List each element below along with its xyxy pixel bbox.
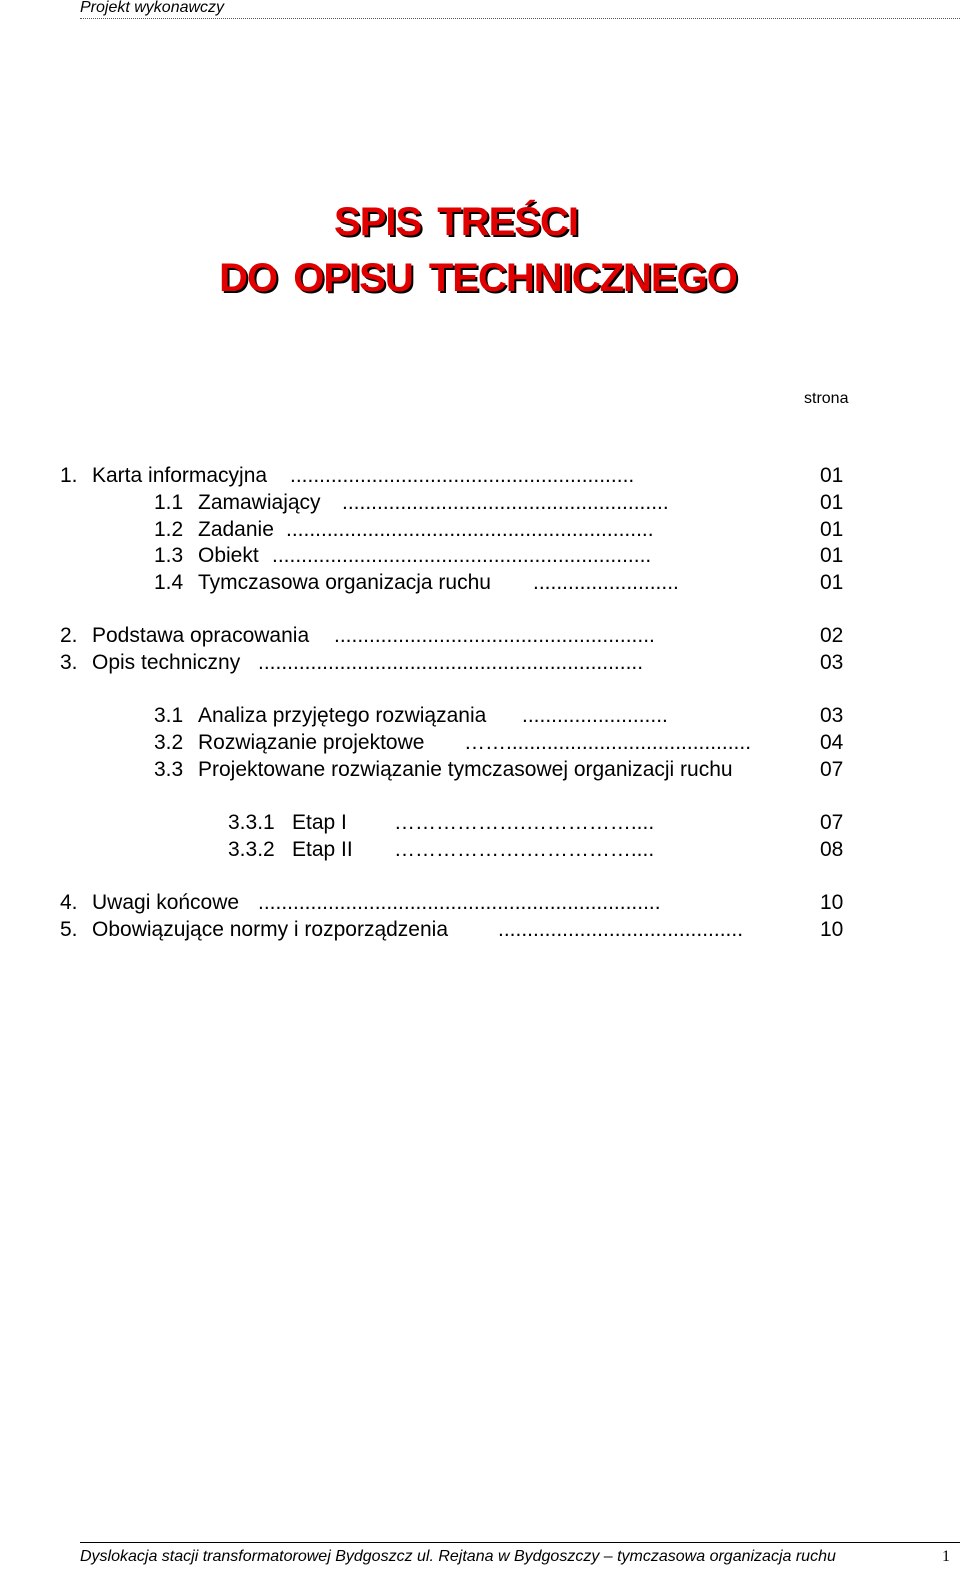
running-header: Projekt wykonawczy [80,0,960,19]
toc-label: Obiekt [198,544,259,567]
toc-number: 1.3 [154,544,184,567]
toc-leader-dots: ....................................................... [334,624,655,647]
toc-leader-dots: ................................................................. [272,544,652,567]
toc-number: 1.2 [154,518,184,541]
toc-entry-1-2 [0,517,960,544]
toc-entry-1-4 [0,570,960,597]
toc-number: 5. [60,918,78,941]
toc-leader-dots: ........................................................... [290,464,635,487]
toc-entry-3 [0,650,960,677]
title-line-2: DO OPISU TECHNICZNEGO [219,256,737,300]
footer-title: Dyslokacja stacji transformatorowej Bydgoszcz ul. Rejtana w Bydgoszczy – tymczasowa organizacja ruchu [80,1548,836,1565]
toc-leader-dots: ............................................................... [286,518,654,541]
toc-label: Zamawiający [198,491,321,514]
toc-label: Zadanie [198,518,274,541]
toc-entry-3-3-2 [0,837,960,864]
toc-label: Karta informacyjna [92,464,268,487]
toc-leader-dots: ……………….…………….... [394,838,655,861]
toc-page-number: 10 [820,918,844,941]
toc-entry-3-3 [0,757,960,784]
toc-page-number: 02 [820,624,844,647]
toc-label: Podstawa opracowania [92,624,310,647]
page-column-header: strona [804,390,849,407]
toc-page-number: 01 [820,518,844,541]
toc-label: Rozwiązanie projektowe [198,731,425,754]
toc-label: Projektowane rozwiązanie tymczasowej organizacji ruchu [198,758,733,781]
toc-number: 3.3.2 [228,838,275,861]
toc-label: Analiza przyjętego rozwiązania [198,704,487,727]
toc-leader-dots: ......................... [533,571,679,594]
toc-page-number: 01 [820,464,844,487]
toc-page-number: 03 [820,704,844,727]
toc-number: 3. [60,651,78,674]
toc-leader-dots: ……………….…………….... [394,811,655,834]
toc-leader-dots: .................................................................. [258,651,644,674]
toc-entry-3-2 [0,730,960,757]
title-line-1: SPIS TREŚCI [334,200,578,244]
toc-page-number: 01 [820,571,844,594]
toc-leader-dots: ........................................................ [342,491,669,514]
toc-number: 3.2 [154,731,184,754]
toc-number: 3.3 [154,758,184,781]
toc-entry-5 [0,917,960,944]
toc-entry-4 [0,890,960,917]
toc-page-number: 01 [820,491,844,514]
toc-page-number: 08 [820,838,844,861]
toc-number: 1. [60,464,78,487]
toc-label: Tymczasowa organizacja ruchu [198,571,491,594]
toc-page-number: 03 [820,651,844,674]
running-footer [80,1542,960,1566]
toc-label: Opis techniczny [92,651,241,674]
toc-page-number: 04 [820,731,844,754]
toc-number: 1.4 [154,571,184,594]
toc-number: 3.3.1 [228,811,275,834]
toc-label: Uwagi końcowe [92,891,240,914]
footer-page-number: 1 [942,1548,950,1565]
toc-leader-dots: ..................................................................... [258,891,661,914]
toc-number: 3.1 [154,704,184,727]
toc-number: 4. [60,891,78,914]
toc-page-number: 01 [820,544,844,567]
toc-page-number: 07 [820,758,844,781]
toc-label: Etap II [292,838,353,861]
toc-entry-1 [0,463,960,490]
toc-entry-2 [0,623,960,650]
toc-number: 2. [60,624,78,647]
toc-leader-dots: ......................... [522,704,668,727]
toc-entry-3-1 [0,703,960,730]
toc-entry-3-3-1 [0,810,960,837]
toc-leader-dots: .......................................... [498,918,744,941]
toc-entry-1-3 [0,543,960,570]
toc-page-number: 10 [820,891,844,914]
toc-number: 1.1 [154,491,184,514]
toc-page-number: 07 [820,811,844,834]
toc-label: Etap I [292,811,347,834]
toc-leader-dots: …….......................................... [464,731,752,754]
toc-label: Obowiązujące normy i rozporządzenia [92,918,449,941]
toc-entry-1-1 [0,490,960,517]
